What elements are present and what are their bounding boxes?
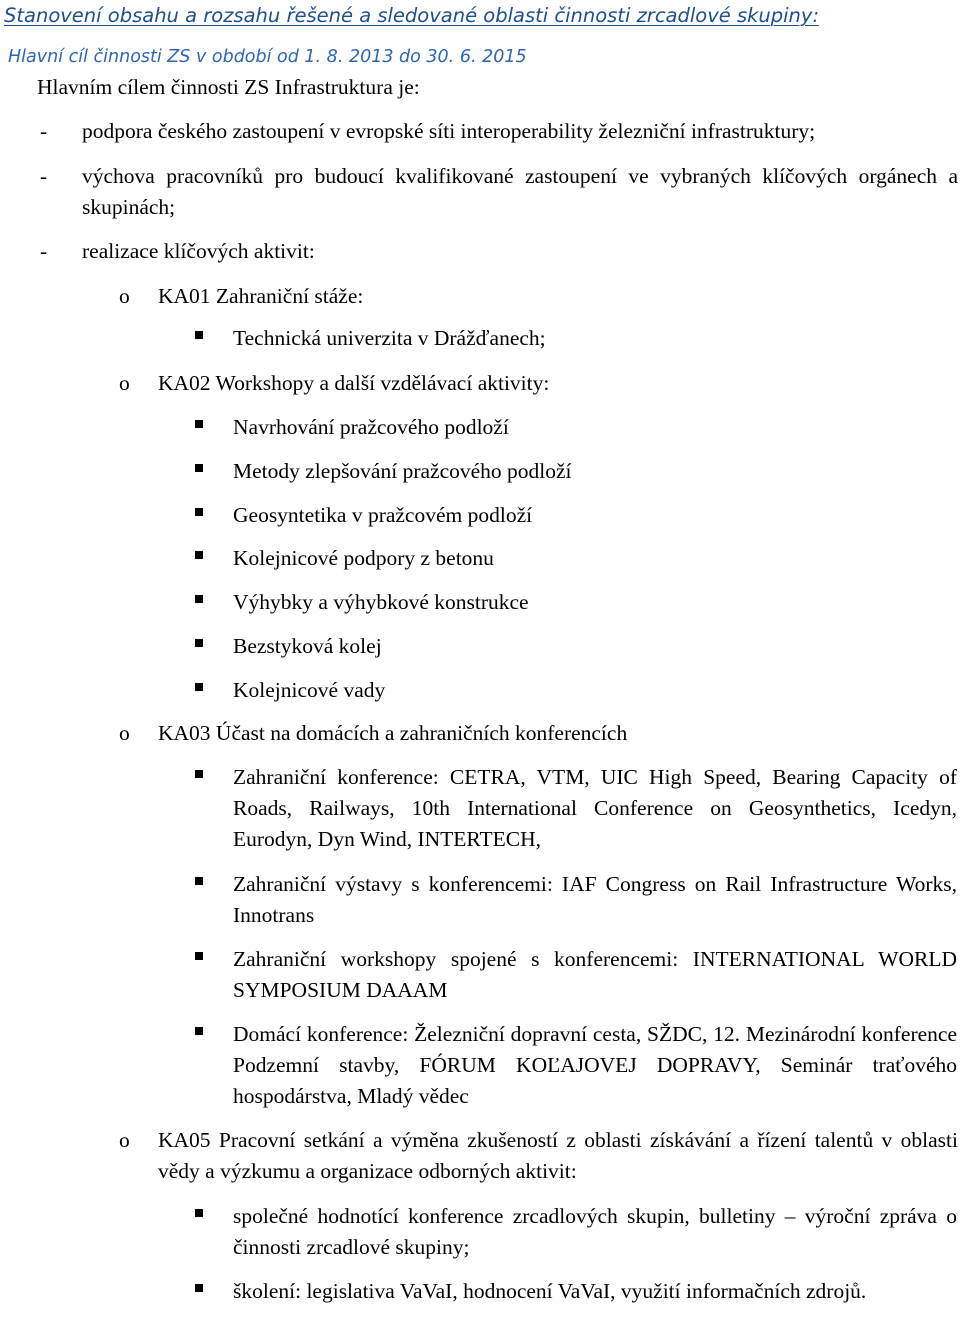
circle-bullet: o bbox=[119, 371, 130, 395]
circle-bullet: o bbox=[119, 284, 130, 308]
dash-bullet: - bbox=[40, 164, 48, 188]
square-bullet-icon bbox=[195, 508, 203, 516]
intro-text: Hlavním cílem činnosti ZS Infrastruktura je: bbox=[37, 75, 420, 99]
section-subheading: Hlavní cíl činnosti ZS v období od 1. 8. 2013 do 30. 6. 2015 bbox=[8, 47, 527, 67]
square-bullet-icon bbox=[195, 464, 203, 472]
square-bullet-icon bbox=[195, 331, 203, 339]
activity-item: Zahraniční konference: CETRA, VTM, UIC High Speed, Bearing Capacity of Roads, Railways, 10th International Conference on Geosynthetics, Icedyn, Eurodyn, Dyn Wind, INTERTECH, bbox=[233, 765, 957, 851]
goal-item: výchova pracovníků pro budoucí kvalifikované zastoupení ve vybraných klíčových orgánech a skupinách; bbox=[82, 164, 958, 219]
activity-item: školení: legislativa VaVaI, hodnocení VaVaI, využití informačních zdrojů. bbox=[233, 1279, 867, 1303]
dash-bullet: - bbox=[40, 239, 48, 263]
activity-item: Geosyntetika v pražcovém podloží bbox=[233, 503, 533, 527]
activity-item: Kolejnicové vady bbox=[233, 678, 386, 702]
square-bullet-icon bbox=[195, 770, 203, 778]
square-bullet-icon bbox=[195, 551, 203, 559]
activity-item: Zahraniční výstavy s konferencemi: IAF Congress on Rail Infrastructure Works, Innotrans bbox=[233, 872, 957, 927]
activity-item: Metody zlepšování pražcového podloží bbox=[233, 459, 572, 483]
activity-item: Zahraniční workshopy spojené s konferencemi: INTERNATIONAL WORLD SYMPOSIUM DAAAM bbox=[233, 947, 957, 1002]
activity-item: Bezstyková kolej bbox=[233, 634, 382, 658]
activity-title: KA01 Zahraniční stáže: bbox=[158, 284, 364, 308]
square-bullet-icon bbox=[195, 877, 203, 885]
square-bullet-icon bbox=[195, 595, 203, 603]
square-bullet-icon bbox=[195, 1284, 203, 1292]
activity-title: KA03 Účast na domácích a zahraničních konferencích bbox=[158, 721, 628, 745]
activity-title: KA05 Pracovní setkání a výměna zkušeností z oblasti získávání a řízení talentů v oblasti vědy a výzkumu a organizace odborných aktivit: bbox=[158, 1128, 958, 1183]
square-bullet-icon bbox=[195, 1209, 203, 1217]
section-heading: Stanovení obsahu a rozsahu řešené a sledované oblasti činnosti zrcadlové skupiny: bbox=[4, 4, 820, 27]
activity-item: Navrhování pražcového podloží bbox=[233, 415, 509, 439]
goal-item: realizace klíčových aktivit: bbox=[82, 239, 315, 263]
activity-item: Technická univerzita v Drážďanech; bbox=[233, 326, 546, 350]
goal-item: podpora českého zastoupení v evropské síti interoperability železniční infrastruktury; bbox=[82, 119, 816, 143]
square-bullet-icon bbox=[195, 1027, 203, 1035]
square-bullet-icon bbox=[195, 683, 203, 691]
activity-item: Domácí konference: Železniční dopravní cesta, SŽDC, 12. Mezinárodní konference Podzemní stavby, FÓRUM KOĽAJOVEJ DOPRAVY, Seminár traťového hospodárstva, Mladý vědec bbox=[233, 1022, 957, 1108]
activity-title: KA02 Workshopy a další vzdělávací aktivity: bbox=[158, 371, 550, 395]
dash-bullet: - bbox=[40, 119, 48, 143]
square-bullet-icon bbox=[195, 952, 203, 960]
activity-item: společné hodnotící konference zrcadlových skupin, bulletiny – výroční zpráva o činnosti zrcadlové skupiny; bbox=[233, 1204, 957, 1259]
activity-item: Kolejnicové podpory z betonu bbox=[233, 546, 494, 570]
activity-item: Výhybky a výhybkové konstrukce bbox=[233, 590, 529, 614]
square-bullet-icon bbox=[195, 639, 203, 647]
circle-bullet: o bbox=[119, 1128, 130, 1152]
circle-bullet: o bbox=[119, 721, 130, 745]
square-bullet-icon bbox=[195, 420, 203, 428]
